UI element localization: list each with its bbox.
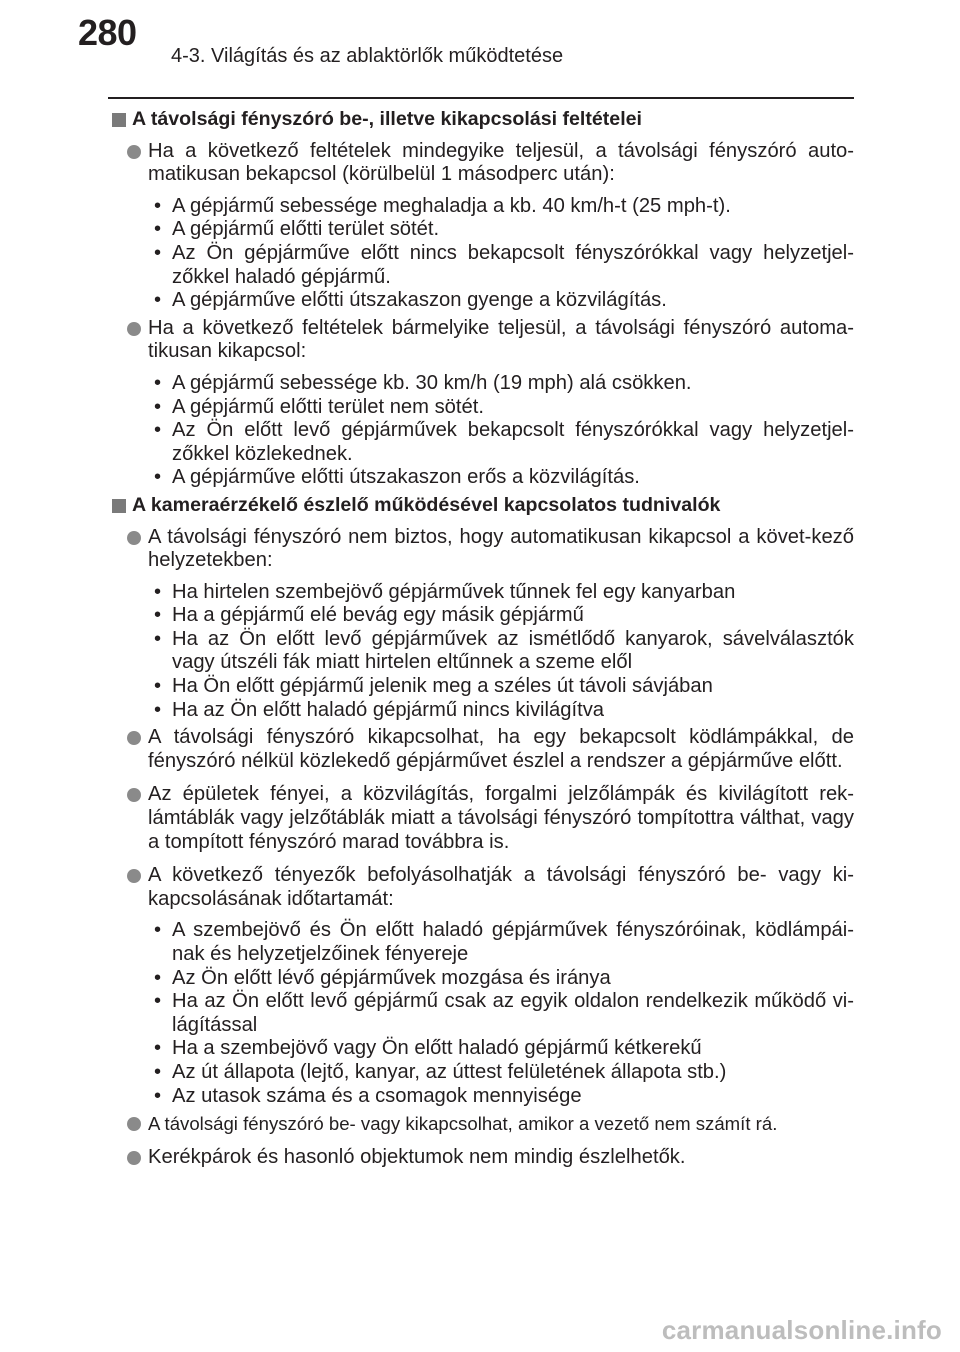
square-bullet-icon [112,113,126,127]
list-item: Kerékpárok és hasonló objektumok nem mindig észlelhetők. [108,1146,854,1170]
sub-list-item: • A gépjármű sebessége meghaladja a kb. 40 km/h-t (25 mph-t). [154,194,731,217]
round-bullet-icon [127,1151,141,1165]
section-heading: A kameraérzékelő észlelő működésével kapcsolatos tudnivalók [108,494,854,518]
list-item: A távolsági fényszóró be- vagy kikapcsolhat, amikor a vezető nem számít rá. [108,1112,854,1136]
list-item: Ha a következő feltételek mindegyike teljesül, a távolsági fényszóró auto-matikusan bekapcsol (körülbelül 1 másodperc után): [108,140,854,187]
list-item: A távolsági fényszóró nem biztos, hogy automatikusan kikapcsol a követ-kező helyzetekben: [108,526,854,573]
sub-list-item: • A gépjárműve előtti útszakaszon gyenge a közvilágítás. [154,289,667,312]
chapter-title: 4-3. Világítás és az ablaktörlők működtetése [171,45,564,67]
sub-list [148,581,854,723]
section-heading: A távolsági fényszóró be-, illetve kikapcsolási feltételei [108,108,854,132]
sub-list-item: • Ha a szembejövő vagy Ön előtt haladó gépjármű kétkerekű [154,1037,702,1060]
sub-list-item: • Ha a gépjármű elé bevág egy másik gépjármű [154,604,584,627]
sub-list-item: • Az Ön előtt lévő gépjárművek mozgása és iránya [154,966,611,989]
sub-list-item: • Ha az Ön előtt levő gépjármű csak az egyik oldalon rendelkezik működő vi-lágítással [154,990,854,1036]
page-number: 280 [78,12,137,53]
sub-list-item: • A gépjármű sebessége kb. 30 km/h (19 mph) alá csökken. [154,371,692,394]
round-bullet-icon [127,731,141,745]
round-bullet-icon [127,531,141,545]
sub-list-item: • A gépjárműve előtti útszakaszon erős a közvilágítás. [154,466,640,489]
list-item: A távolsági fényszóró kikapcsolhat, ha egy bekapcsolt ködlámpákkal, de fényszóró nélkül közlekedő gépjárművet észlel a rendszer a gépjárműve előtt. [108,726,854,773]
sub-list-item: • Ha hirtelen szembejövő gépjárművek tűnnek fel egy kanyarban [154,580,736,603]
round-bullet-icon [127,788,141,802]
sub-list-item: • Ha az Ön előtt haladó gépjármű nincs kivilágítva [154,698,605,721]
sub-list-item: • Az Ön gépjárműve előtt nincs bekapcsolt fényszórókkal vagy helyzetjel-zőkkel haladó gépjármű. [154,241,854,288]
sub-list [148,372,854,490]
sub-list-item: • Ha az Ön előtt levő gépjárművek az ismétlődő kanyarok, sávelválasztók vagy útszéli fák miatt hirtelen eltűnnek a szeme elől [154,627,854,674]
sub-list-item: • A gépjármű előtti terület nem sötét. [154,395,484,418]
sub-list [148,919,854,1108]
sub-list-item: • Az út állapota (lejtő, kanyar, az úttest felületének állapota stb.) [154,1060,727,1083]
list-item: Az épületek fényei, a közvilágítás, forgalmi jelzőlámpák és kivilágított rek-lámtáblák vagy jelzőtáblák miatt a távolsági fényszóró tompítottra válthat, vagy a tompított fényszóró marad továbbra is. [108,783,854,854]
round-bullet-icon [127,869,141,883]
round-bullet-icon [127,322,141,336]
list-item: Ha a következő feltételek bármelyike teljesül, a távolsági fényszóró automa-tikusan kikapcsol: [108,317,854,364]
sub-list-item: • Az utasok száma és a csomagok mennyisége [154,1084,582,1107]
round-bullet-icon [127,1117,141,1131]
sub-list-item: • Az Ön előtt levő gépjárművek bekapcsolt fényszórókkal vagy helyzetjel-zőkkel közlekednek. [154,419,854,465]
sub-list-item: • Ha Ön előtt gépjármű jelenik meg a széles út távoli sávjában [154,675,713,698]
sub-list-item: • A szembejövő és Ön előtt haladó gépjárművek fényszóróinak, ködlámpái-nak és helyzetjelzőinek fényereje [154,919,854,965]
round-bullet-icon [127,145,141,159]
sub-list [148,195,854,313]
sub-list-item: • A gépjármű előtti terület sötét. [154,218,440,241]
page-content [108,108,854,1179]
square-bullet-icon [112,499,126,513]
header-divider [108,97,854,99]
watermark: carmanualsonline.info [661,1315,942,1345]
list-item: A következő tényezők befolyásolhatják a távolsági fényszóró be- vagy ki-kapcsolásának időtartamát: [108,864,854,911]
